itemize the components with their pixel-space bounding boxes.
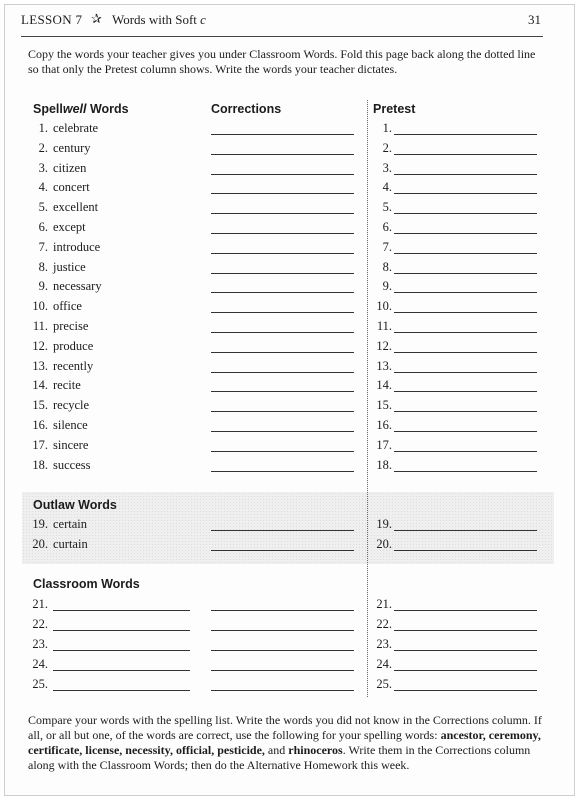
pretest-number: 17. bbox=[376, 437, 392, 452]
word-row bbox=[0, 458, 580, 478]
pretest-number: 13. bbox=[376, 358, 392, 373]
pretest-blank[interactable] bbox=[394, 431, 537, 432]
word-row bbox=[0, 299, 580, 319]
item-number: 6. bbox=[38, 220, 48, 234]
lesson-label: LESSON 7 bbox=[21, 12, 83, 27]
pretest-number: 10. bbox=[376, 299, 392, 314]
item-number: 7. bbox=[38, 239, 48, 254]
pretest-blank[interactable] bbox=[394, 630, 537, 631]
item-number: 10. bbox=[32, 299, 48, 314]
corrections-blank[interactable] bbox=[211, 352, 354, 353]
pretest-blank[interactable] bbox=[394, 332, 537, 333]
corrections-blank[interactable] bbox=[211, 411, 354, 412]
pretest-blank[interactable] bbox=[394, 690, 537, 691]
instructions: Copy the words your teacher gives you under Classroom Words. Fold this page back along the dotted line so that only the Pretest column shows. Write the words your teacher dictates. bbox=[28, 47, 536, 76]
word-row bbox=[0, 319, 580, 339]
corrections-blank[interactable] bbox=[211, 650, 354, 651]
spelling-word: introduce bbox=[53, 239, 101, 254]
pretest-blank[interactable] bbox=[394, 610, 537, 611]
item-number: 3. bbox=[38, 160, 48, 175]
pretest-number: 22. bbox=[376, 617, 392, 631]
pretest-number: 7. bbox=[382, 239, 392, 254]
pretest-blank[interactable] bbox=[394, 292, 537, 293]
word-row bbox=[0, 240, 580, 260]
spelling-word: office bbox=[53, 299, 82, 314]
corrections-blank[interactable] bbox=[211, 154, 354, 155]
corrections-blank[interactable] bbox=[211, 530, 354, 531]
pretest-number: 12. bbox=[376, 338, 392, 353]
star-icon: ✰ bbox=[91, 11, 102, 26]
spelling-word: curtain bbox=[53, 537, 88, 551]
classroom-row bbox=[0, 617, 580, 637]
word-row bbox=[0, 220, 580, 240]
pretest-number: 6. bbox=[382, 220, 392, 234]
spelling-word: recite bbox=[53, 378, 81, 393]
classroom-words-heading: Classroom Words bbox=[33, 577, 140, 591]
pretest-blank[interactable] bbox=[394, 451, 537, 452]
pretest-number: 20. bbox=[376, 537, 392, 551]
pretest-blank[interactable] bbox=[394, 670, 537, 671]
pretest-number: 14. bbox=[376, 378, 392, 393]
pretest-number: 4. bbox=[382, 180, 392, 195]
pretest-number: 23. bbox=[376, 637, 392, 651]
item-number: 15. bbox=[32, 398, 48, 413]
corrections-blank[interactable] bbox=[211, 550, 354, 551]
item-number: 5. bbox=[38, 200, 48, 215]
corrections-blank[interactable] bbox=[211, 134, 354, 135]
pretest-blank[interactable] bbox=[394, 193, 537, 194]
corrections-blank[interactable] bbox=[211, 391, 354, 392]
word-row bbox=[0, 398, 580, 418]
classroom-row bbox=[0, 677, 580, 697]
pretest-number: 1. bbox=[382, 121, 392, 135]
corrections-blank[interactable] bbox=[211, 670, 354, 671]
pretest-blank[interactable] bbox=[394, 650, 537, 651]
word-row bbox=[0, 537, 580, 557]
corrections-blank[interactable] bbox=[211, 253, 354, 254]
corrections-blank[interactable] bbox=[211, 273, 354, 274]
word-row bbox=[0, 260, 580, 280]
page-number: 31 bbox=[528, 12, 541, 27]
pretest-blank[interactable] bbox=[394, 213, 537, 214]
spelling-word: recycle bbox=[53, 398, 90, 413]
item-number: 1. bbox=[38, 121, 48, 135]
item-number: 2. bbox=[38, 140, 48, 155]
corrections-blank[interactable] bbox=[211, 690, 354, 691]
outlaw-words-heading: Outlaw Words bbox=[33, 498, 117, 512]
pretest-blank[interactable] bbox=[394, 411, 537, 412]
corrections-blank[interactable] bbox=[211, 610, 354, 611]
pretest-blank[interactable] bbox=[394, 154, 537, 155]
corrections-blank[interactable] bbox=[211, 213, 354, 214]
pretest-blank[interactable] bbox=[394, 530, 537, 531]
spelling-word: justice bbox=[53, 259, 86, 274]
word-row bbox=[0, 517, 580, 537]
spelling-word: recently bbox=[53, 358, 94, 373]
page-header bbox=[21, 8, 543, 37]
pretest-number: 11. bbox=[376, 319, 392, 333]
pretest-number: 3. bbox=[382, 160, 392, 175]
corrections-blank[interactable] bbox=[211, 471, 354, 472]
footer-instructions: Compare your words with the spelling list. Write the words you did not know in the Corrections column. If all, or all but one, of the words are correct, use the following for your spelling words: ancestor, ceremony, certificate, license, necessity, official, pesticide, and rhinoceros. Write them in the Corrections column along with the Classroom Words; then do the Alternative Homework this week. bbox=[28, 713, 542, 772]
pretest-blank[interactable] bbox=[394, 391, 537, 392]
pretest-blank[interactable] bbox=[394, 134, 537, 135]
classroom-row bbox=[0, 657, 580, 677]
pretest-number: 2. bbox=[382, 140, 392, 155]
item-number: 20. bbox=[32, 537, 48, 551]
item-number: 8. bbox=[38, 259, 48, 274]
item-number: 4. bbox=[38, 180, 48, 195]
spelling-word: silence bbox=[53, 418, 88, 432]
pretest-number: 19. bbox=[376, 517, 392, 531]
item-number: 21. bbox=[32, 597, 48, 611]
corrections-blank[interactable] bbox=[211, 193, 354, 194]
spelling-word: necessary bbox=[53, 279, 102, 294]
spelling-word: celebrate bbox=[53, 121, 99, 135]
pretest-number: 15. bbox=[376, 398, 392, 413]
word-row bbox=[0, 180, 580, 200]
spelling-word: citizen bbox=[53, 160, 87, 175]
pretest-blank[interactable] bbox=[394, 550, 537, 551]
corrections-blank[interactable] bbox=[211, 431, 354, 432]
word-row bbox=[0, 141, 580, 161]
corrections-heading: Corrections bbox=[211, 102, 282, 116]
pretest-number: 8. bbox=[382, 259, 392, 274]
corrections-blank[interactable] bbox=[211, 312, 354, 313]
spelling-word: produce bbox=[53, 338, 94, 353]
classroom-row bbox=[0, 637, 580, 657]
pretest-blank[interactable] bbox=[394, 233, 537, 234]
pretest-number: 18. bbox=[376, 457, 392, 472]
lesson-title: Words with Soft c bbox=[112, 12, 206, 27]
word-row bbox=[0, 438, 580, 458]
spelling-word: excellent bbox=[53, 200, 99, 215]
pretest-blank[interactable] bbox=[394, 372, 537, 373]
pretest-number: 24. bbox=[376, 657, 392, 671]
corrections-blank[interactable] bbox=[211, 292, 354, 293]
classroom-row bbox=[0, 597, 580, 617]
spelling-word: except bbox=[53, 220, 86, 234]
corrections-blank[interactable] bbox=[211, 372, 354, 373]
pretest-number: 9. bbox=[382, 279, 392, 294]
pretest-blank[interactable] bbox=[394, 471, 537, 472]
word-row bbox=[0, 200, 580, 220]
item-number: 16. bbox=[32, 418, 48, 432]
item-number: 18. bbox=[32, 457, 48, 472]
pretest-number: 25. bbox=[376, 677, 392, 691]
corrections-blank[interactable] bbox=[211, 174, 354, 175]
item-number: 13. bbox=[32, 358, 48, 373]
spellwell-words-heading: Spellwell Words bbox=[33, 102, 129, 116]
spelling-word: certain bbox=[53, 517, 88, 531]
corrections-blank[interactable] bbox=[211, 233, 354, 234]
spelling-word: concert bbox=[53, 180, 90, 195]
word-row bbox=[0, 418, 580, 438]
corrections-blank[interactable] bbox=[211, 630, 354, 631]
pretest-blank[interactable] bbox=[394, 253, 537, 254]
classroom-word-blank[interactable] bbox=[53, 610, 190, 611]
word-row bbox=[0, 161, 580, 181]
spelling-word: precise bbox=[53, 319, 89, 333]
item-number: 19. bbox=[32, 517, 48, 531]
pretest-number: 5. bbox=[382, 200, 392, 215]
classroom-word-blank[interactable] bbox=[53, 650, 190, 651]
pretest-blank[interactable] bbox=[394, 273, 537, 274]
pretest-heading: Pretest bbox=[373, 102, 416, 116]
item-number: 22. bbox=[32, 617, 48, 631]
item-number: 11. bbox=[32, 319, 48, 333]
pretest-number: 16. bbox=[376, 418, 392, 432]
spelling-word: sincere bbox=[53, 437, 89, 452]
item-number: 12. bbox=[32, 338, 48, 353]
item-number: 25. bbox=[32, 677, 48, 691]
item-number: 14. bbox=[32, 378, 48, 393]
word-row bbox=[0, 359, 580, 379]
pretest-blank[interactable] bbox=[394, 174, 537, 175]
pretest-blank[interactable] bbox=[394, 312, 537, 313]
classroom-word-blank[interactable] bbox=[53, 670, 190, 671]
word-row bbox=[0, 121, 580, 141]
classroom-word-blank[interactable] bbox=[53, 690, 190, 691]
spelling-word: success bbox=[53, 457, 91, 472]
corrections-blank[interactable] bbox=[211, 451, 354, 452]
pretest-blank[interactable] bbox=[394, 352, 537, 353]
word-row bbox=[0, 378, 580, 398]
item-number: 9. bbox=[38, 279, 48, 294]
word-row bbox=[0, 279, 580, 299]
item-number: 23. bbox=[32, 637, 48, 651]
classroom-word-blank[interactable] bbox=[53, 630, 190, 631]
spelling-word: century bbox=[53, 140, 91, 155]
item-number: 17. bbox=[32, 437, 48, 452]
item-number: 24. bbox=[32, 657, 48, 671]
pretest-number: 21. bbox=[376, 597, 392, 611]
word-row bbox=[0, 339, 580, 359]
corrections-blank[interactable] bbox=[211, 332, 354, 333]
